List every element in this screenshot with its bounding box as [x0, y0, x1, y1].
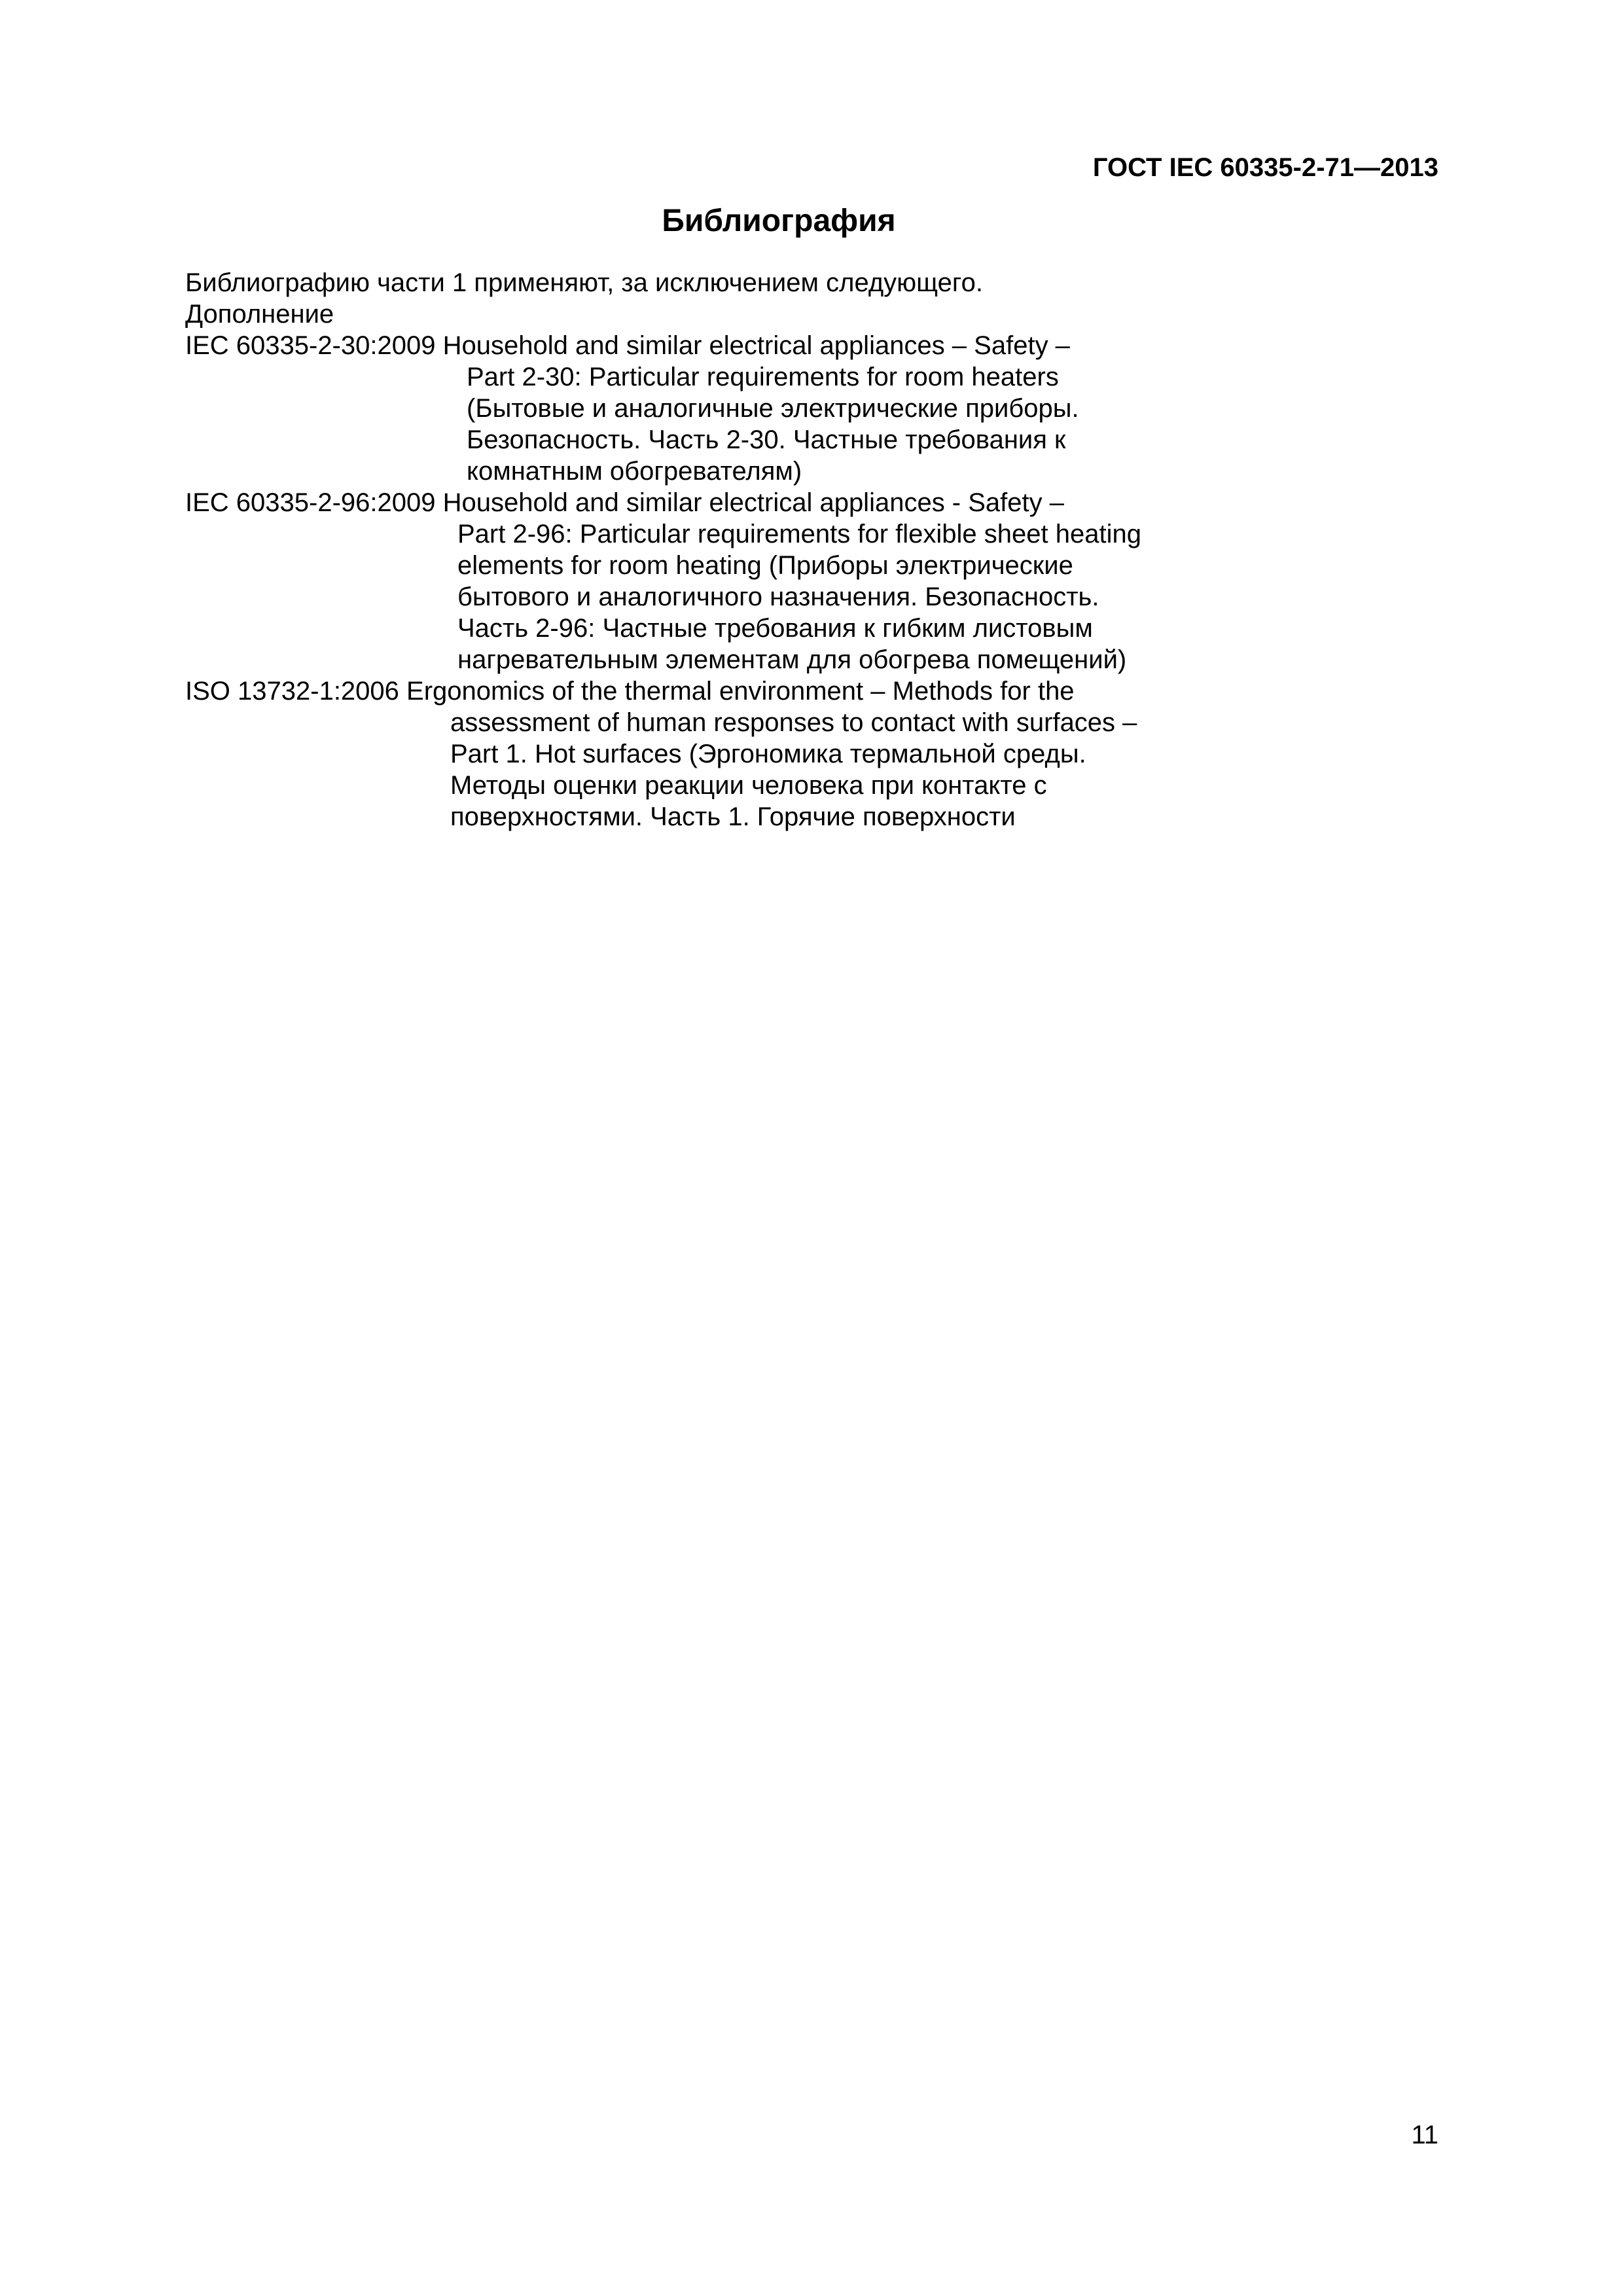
- bibliography-entry: [185, 675, 1141, 833]
- intro-text: Библиографию части 1 применяют, за исключением следующего.: [185, 268, 983, 297]
- bibliography-entry: [185, 330, 1141, 487]
- entry-text: бытового и аналогичного назначения. Безопасность.: [457, 583, 1099, 611]
- entry-first-line: [185, 487, 1141, 518]
- bibliography-entry: [185, 487, 1141, 675]
- entry-text: Безопасность. Часть 2-30. Частные требования к: [467, 425, 1066, 454]
- entry-text: нагревательным элементам для обогрева помещений): [457, 645, 1127, 674]
- entry-text: Household and similar electrical appliances – Safety –: [442, 331, 1070, 360]
- entry-text: elements for room heating (Приборы электрические: [457, 551, 1073, 580]
- entry-text: Part 1. Hot surfaces (Эргономика термальной среды.: [450, 740, 1086, 768]
- entry-text: поверхностями. Часть 1. Горячие поверхности: [450, 802, 1016, 831]
- page-title: Библиография: [662, 204, 896, 238]
- entry-text: (Бытовые и аналогичные электрические приборы.: [467, 394, 1079, 423]
- entry-text: Часть 2-96: Частные требования к гибким листовым: [457, 614, 1093, 643]
- entry-text: assessment of human responses to contact with surfaces –: [450, 708, 1137, 737]
- entry-text: Part 2-96: Particular requirements for flexible sheet heating: [457, 520, 1141, 548]
- bibliography-body: [185, 267, 1141, 833]
- entry-text: Household and similar electrical appliances - Safety –: [442, 488, 1064, 517]
- entry-reference: IEC 60335-2-30:2009: [185, 331, 436, 360]
- addition-label: Дополнение: [185, 300, 334, 329]
- entry-reference: ISO 13732-1:2006: [185, 677, 399, 706]
- entry-reference: IEC 60335-2-96:2009: [185, 488, 436, 517]
- entry-first-line: [185, 330, 1141, 361]
- entry-text: комнатным обогревателям): [467, 457, 802, 486]
- entry-text: Методы оценки реакции человека при контакте с: [450, 771, 1047, 800]
- entry-text: Part 2-30: Particular requirements for room heaters: [467, 363, 1059, 391]
- entry-first-line: [185, 675, 1141, 707]
- entry-text: Ergonomics of the thermal environment – Methods for the: [406, 677, 1075, 706]
- document-code: ГОСТ IEC 60335-2-71—2013: [1092, 153, 1438, 182]
- page-number: 11: [1411, 2121, 1438, 2149]
